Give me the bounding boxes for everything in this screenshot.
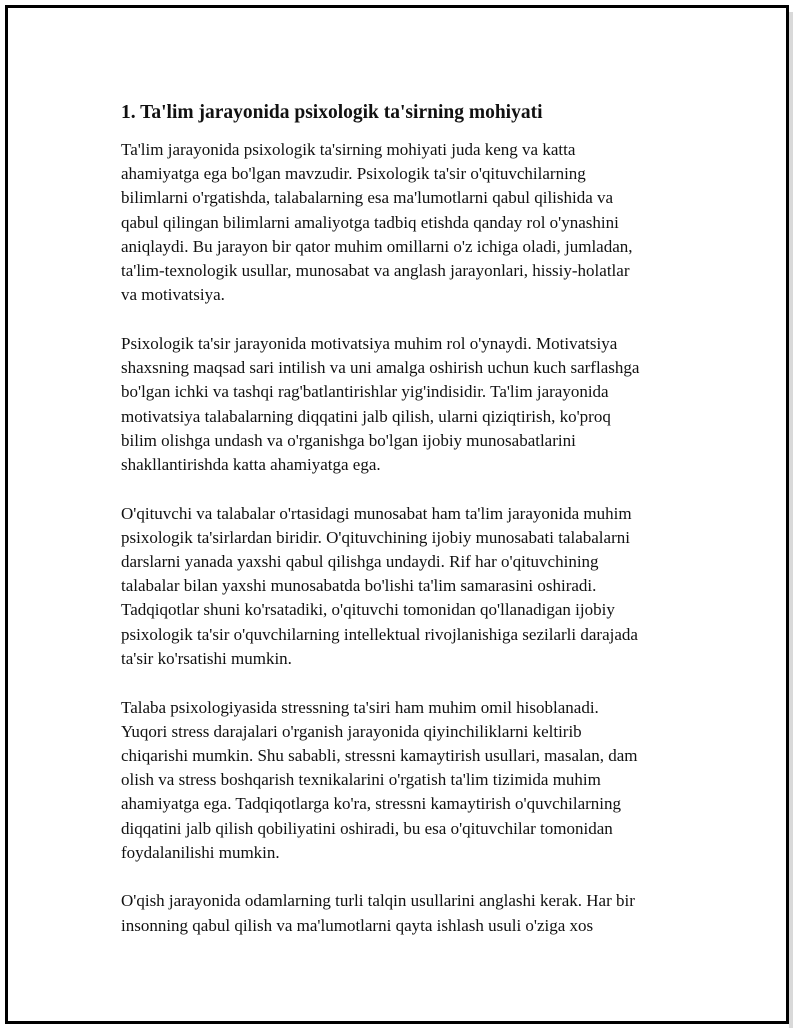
text-line: psixologik ta'sir o'quvchilarning intellektual rivojlanishiga sezilarli darajada [121, 624, 638, 644]
text-line: chiqarishi mumkin. Shu sababli, stressni kamaytirish usullari, masalan, dam [121, 745, 638, 765]
text-line: ahamiyatga ega. Tadqiqotlarga ko'ra, stressni kamaytirish o'quvchilarning [121, 794, 622, 814]
text-line: insonning qabul qilish va ma'lumotlarni qayta ishlash usuli o'ziga xos [121, 915, 594, 935]
paragraph-5 [121, 889, 701, 937]
paragraph-1 [121, 138, 701, 307]
text-line: Talaba psixologiyasida stressning ta'siri ham muhim omil hisoblanadi. [121, 697, 599, 717]
text-line: shakllantirishda katta ahamiyatga ega. [121, 454, 381, 474]
text-line: talabalar bilan yaxshi munosabatda bo'lishi ta'lim samarasini oshiradi. [121, 576, 597, 596]
text-line: O'qish jarayonida odamlarning turli talqin usullarini anglashi kerak. Har bir [121, 891, 635, 911]
text-line: diqqatini jalb qilish qobiliyatini oshiradi, bu esa o'qituvchilar tomonidan [121, 818, 613, 838]
text-line: motivatsiya talabalarning diqqatini jalb qilish, ularni qiziqtirish, ko'proq [121, 406, 611, 426]
text-line: Yuqori stress darajalari o'rganish jarayonida qiyinchiliklarni keltirib [121, 721, 582, 741]
text-line: Tadqiqotlar shuni ko'rsatadiki, o'qituvchi tomonidan qo'llanadigan ijobiy [121, 600, 615, 620]
text-line: psixologik ta'sirlardan biridir. O'qituvchining ijobiy munosabati talabalarni [121, 527, 630, 547]
document-page [5, 5, 789, 1024]
text-line: foydalanilishi mumkin. [121, 842, 280, 862]
text-line: O'qituvchi va talabalar o'rtasidagi munosabat ham ta'lim jarayonida muhim [121, 503, 632, 523]
paragraph-2 [121, 332, 701, 477]
text-line: ta'lim-texnologik usullar, munosabat va anglash jarayonlari, hissiy-holatlar [121, 261, 630, 281]
text-line: ta'sir ko'rsatishi mumkin. [121, 648, 292, 668]
text-line: va motivatsiya. [121, 285, 225, 305]
text-line: darslarni yanada yaxshi qabul qilishga undaydi. Rif har o'qituvchining [121, 552, 599, 572]
text-line: ahamiyatga ega bo'lgan mavzudir. Psixologik ta'sir o'qituvchilarning [121, 164, 586, 184]
text-line: olish va stress boshqarish texnikalarini o'rgatish ta'lim tizimida muhim [121, 770, 601, 790]
text-line: bilim olishga undash va o'rganishga bo'lgan ijobiy munosabatlarini [121, 430, 576, 450]
text-line: shaxsning maqsad sari intilish va uni amalga oshirish uchun kuch sarflashga [121, 358, 640, 378]
section-heading: 1. Ta'lim jarayonida psixologik ta'sirning mohiyati [121, 102, 543, 123]
text-line: qabul qilingan bilimlarni amaliyotga tadbiq etishda qanday rol o'ynashini [121, 212, 619, 232]
document-body [121, 100, 701, 962]
paragraph-3 [121, 502, 701, 671]
paragraph-4 [121, 696, 701, 865]
text-line: aniqlaydi. Bu jarayon bir qator muhim omillarni o'z ichiga oladi, jumladan, [121, 236, 633, 256]
text-line: bo'lgan ichki va tashqi rag'batlantirishlar yig'indisidir. Ta'lim jarayonida [121, 382, 609, 402]
text-line: Ta'lim jarayonida psixologik ta'sirning mohiyati juda keng va katta [121, 140, 576, 159]
text-line: bilimlarni o'rgatishda, talabalarning esa ma'lumotlarni qabul qilishida va [121, 188, 614, 208]
text-line: Psixologik ta'sir jarayonida motivatsiya muhim rol o'ynaydi. Motivatsiya [121, 333, 618, 353]
